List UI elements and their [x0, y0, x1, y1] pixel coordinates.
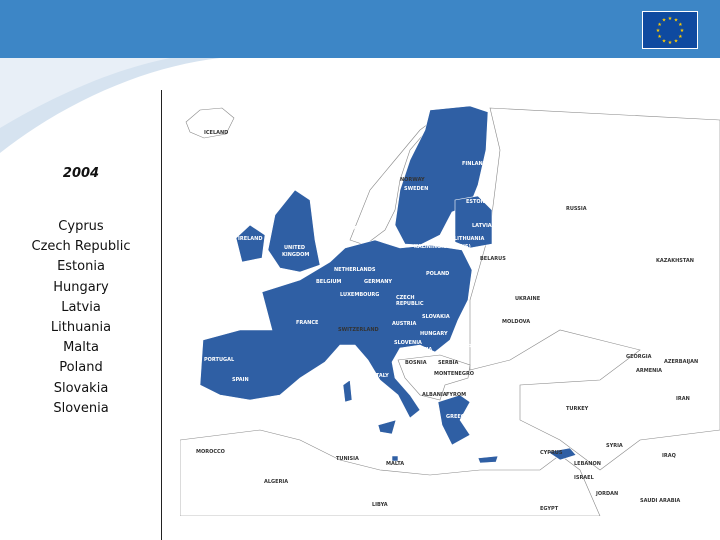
sardinia-shape [343, 380, 352, 402]
svg-text:★: ★ [661, 17, 667, 24]
country-item: Malta [63, 340, 99, 356]
label-italy: ITALY [374, 373, 389, 379]
uk-shape [268, 190, 320, 272]
country-item: Czech Republic [31, 239, 131, 255]
label-iran: IRAN [676, 396, 690, 402]
label-germany: GERMANY [364, 279, 393, 285]
svg-text:★: ★ [678, 34, 683, 40]
label-iraq: IRAQ [662, 453, 676, 459]
label-czech: CZECH [396, 295, 415, 301]
label-malta: MALTA [386, 461, 405, 467]
label-czech-2: REPUBLIC [396, 301, 424, 307]
svg-text:★: ★ [673, 38, 679, 45]
label-hungary: HUNGARY [420, 331, 448, 337]
label-armenia: ARMENIA [636, 368, 663, 374]
label-sweden: SWEDEN [404, 186, 429, 192]
sicily-shape [378, 420, 396, 434]
svg-text:★: ★ [673, 17, 679, 24]
label-cyprus: CYPRUS [540, 450, 563, 456]
label-kazakhstan: KAZAKHSTAN [656, 258, 694, 264]
crete-shape [478, 456, 498, 463]
label-ukraine: UKRAINE [515, 296, 541, 302]
eu-flag-icon [642, 11, 698, 49]
label-jordan: JORDAN [596, 491, 619, 497]
eastern-land-shape [470, 108, 720, 470]
label-norway: NORWAY [400, 177, 425, 183]
svg-text:★: ★ [667, 40, 673, 46]
label-moldova: MOLDOVA [502, 319, 531, 325]
label-libya: LIBYA [372, 502, 388, 508]
label-ireland: IRELAND [238, 236, 263, 242]
label-switzerland: SWITZERLAND [338, 327, 379, 333]
label-russia: RUSSIA [566, 206, 587, 212]
year-heading: 2004 [62, 166, 100, 181]
label-egypt: EGYPT [540, 506, 559, 512]
country-item: Poland [59, 360, 103, 376]
label-lithuania: LITHUANIA [454, 236, 485, 242]
svg-text:★: ★ [657, 34, 662, 40]
label-romania: ROMANIA [468, 344, 495, 350]
label-slovakia: SLOVAKIA [422, 314, 450, 320]
country-item: Slovakia [53, 380, 109, 396]
label-azerbaijan: AZERBAIJAN [664, 359, 699, 365]
country-item: Cyprus [58, 219, 104, 234]
svg-text:★: ★ [657, 22, 662, 28]
label-israel: ISRAEL [574, 475, 594, 481]
country-item: Hungary [53, 279, 109, 295]
label-finland: FINLAND [462, 161, 487, 167]
label-lebanon: LEBANON [574, 461, 601, 467]
country-item: Estonia [57, 259, 105, 275]
header-bar [0, 0, 720, 58]
label-fyrom: FYROM [446, 392, 467, 398]
greece-shape [438, 395, 470, 445]
label-iceland: ICELAND [204, 130, 229, 136]
label-morocco: MOROCCO [196, 449, 225, 455]
svg-text:★: ★ [661, 38, 667, 45]
label-belarus: BELARUS [480, 256, 506, 262]
ireland-shape [236, 225, 265, 262]
country-list [0, 217, 162, 419]
label-greece: GREECE [446, 414, 468, 420]
label-turkey: TURKEY [566, 406, 589, 412]
label-united-kingdom: UNITED [284, 245, 306, 251]
label-montenegro: MONTENEGRO [434, 371, 475, 377]
europe-map [180, 104, 720, 516]
country-item: Latvia [61, 299, 101, 315]
country-item: Slovenia [53, 400, 109, 416]
label-luxembourg: LUXEMBOURG [340, 292, 380, 298]
label-kaliningrad: KALININGRAD (RUS) [414, 244, 471, 250]
label-poland: POLAND [426, 271, 450, 277]
label-algeria: ALGERIA [264, 479, 289, 485]
label-estonia: ESTONIA [466, 199, 491, 205]
label-tunisia: TUNISIA [336, 456, 359, 462]
label-georgia: GEORGIA [626, 354, 652, 360]
svg-text:★: ★ [678, 22, 683, 28]
label-croatia: CROATIA [408, 347, 433, 353]
label-latvia: LATVIA [472, 223, 492, 229]
label-netherlands: NETHERLANDS [334, 267, 376, 273]
country-item: Lithuania [50, 320, 112, 336]
left-panel [0, 160, 162, 419]
label-portugal: PORTUGAL [204, 357, 235, 363]
label-austria: AUSTRIA [392, 321, 417, 327]
label-bulgaria: BULGARIA [466, 382, 495, 388]
label-france: FRANCE [296, 320, 319, 326]
label-slovenia: SLOVENIA [394, 340, 422, 346]
label-spain: SPAIN [232, 377, 249, 383]
north-africa-shape [180, 430, 600, 516]
svg-text:★: ★ [679, 28, 685, 34]
label-belgium: BELGIUM [316, 279, 342, 285]
label-bosnia: BOSNIA [405, 360, 427, 366]
svg-text:★: ★ [667, 16, 673, 22]
svg-text:★: ★ [655, 28, 661, 34]
label-syria: SYRIA [606, 443, 623, 449]
label-denmark: DENMARK [340, 226, 369, 232]
label-serbia: SERBIA [438, 360, 459, 366]
label-albania: ALBANIA [422, 392, 447, 398]
label-united-kingdom-2: KINGDOM [282, 252, 310, 258]
label-saudi-arabia: SAUDI ARABIA [640, 498, 681, 504]
